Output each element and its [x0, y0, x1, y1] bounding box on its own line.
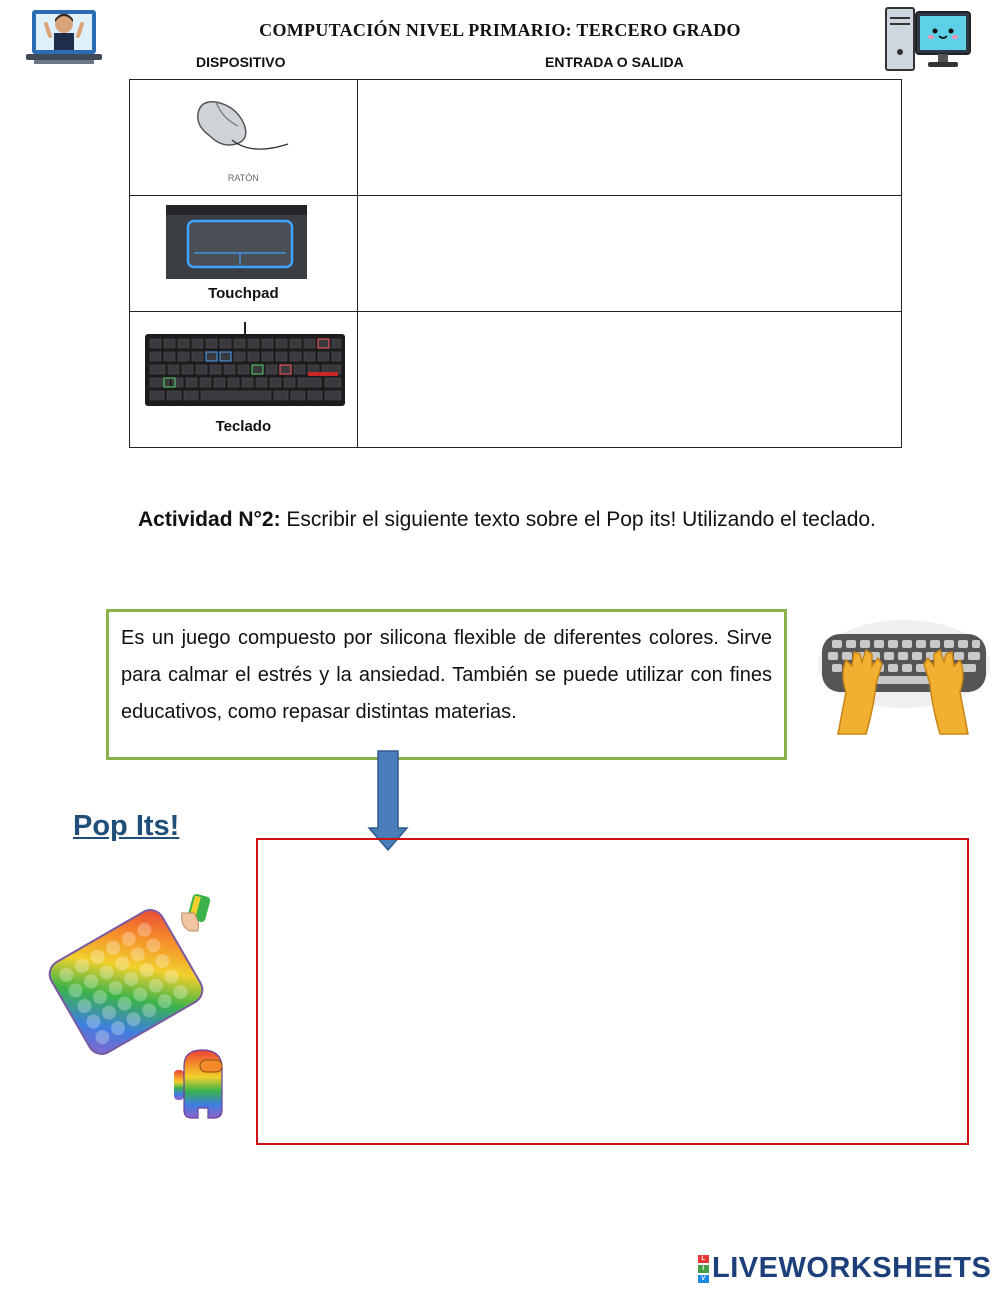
activity-label: Actividad N°2: [138, 508, 281, 531]
table-row [130, 312, 902, 448]
activity-instruction [138, 502, 878, 538]
device-label: Touchpad [208, 285, 279, 302]
answer-cell[interactable] [357, 196, 901, 312]
column-header-type: ENTRADA O SALIDA [545, 54, 684, 70]
column-header-device: DISPOSITIVO [196, 54, 286, 70]
pop-its-heading: Pop Its! [73, 810, 180, 842]
typing-hands-icon [816, 614, 991, 736]
page-title: COMPUTACIÓN NIVEL PRIMARIO: TERCERO GRADO [259, 20, 741, 40]
activity-text: Escribir el siguiente texto sobre el Pop its! Utilizando el teclado. [280, 508, 876, 531]
table-row [130, 196, 902, 312]
table-row [130, 80, 902, 196]
device-cell [130, 196, 358, 312]
answer-cell[interactable] [357, 80, 901, 196]
hand-pop-it-icon [178, 893, 212, 933]
device-cell [130, 312, 358, 448]
crewmate-pop-it-icon [174, 1048, 228, 1120]
brand-name: LIVEWORKSHEETS [712, 1252, 992, 1284]
device-table [129, 79, 902, 448]
answer-cell[interactable] [357, 312, 901, 448]
liveworksheets-mark-icon: L I V [698, 1254, 709, 1284]
computer-icon [884, 4, 974, 72]
pop-its-answer-box[interactable] [256, 838, 969, 1145]
mouse-icon [192, 96, 292, 156]
source-text-box: Es un juego compuesto por silicona flexible de diferentes colores. Sirve para calmar el estrés y la ansiedad. También se puede utilizar con fines educativos, como repasar distintas materias. [106, 609, 787, 760]
device-label: Teclado [215, 418, 272, 435]
touchpad-icon [166, 205, 307, 279]
device-label: RATÓN [227, 173, 259, 183]
down-arrow-icon [367, 750, 409, 852]
device-cell [130, 80, 358, 196]
keyboard-icon [145, 322, 345, 406]
liveworksheets-logo [698, 1252, 991, 1285]
